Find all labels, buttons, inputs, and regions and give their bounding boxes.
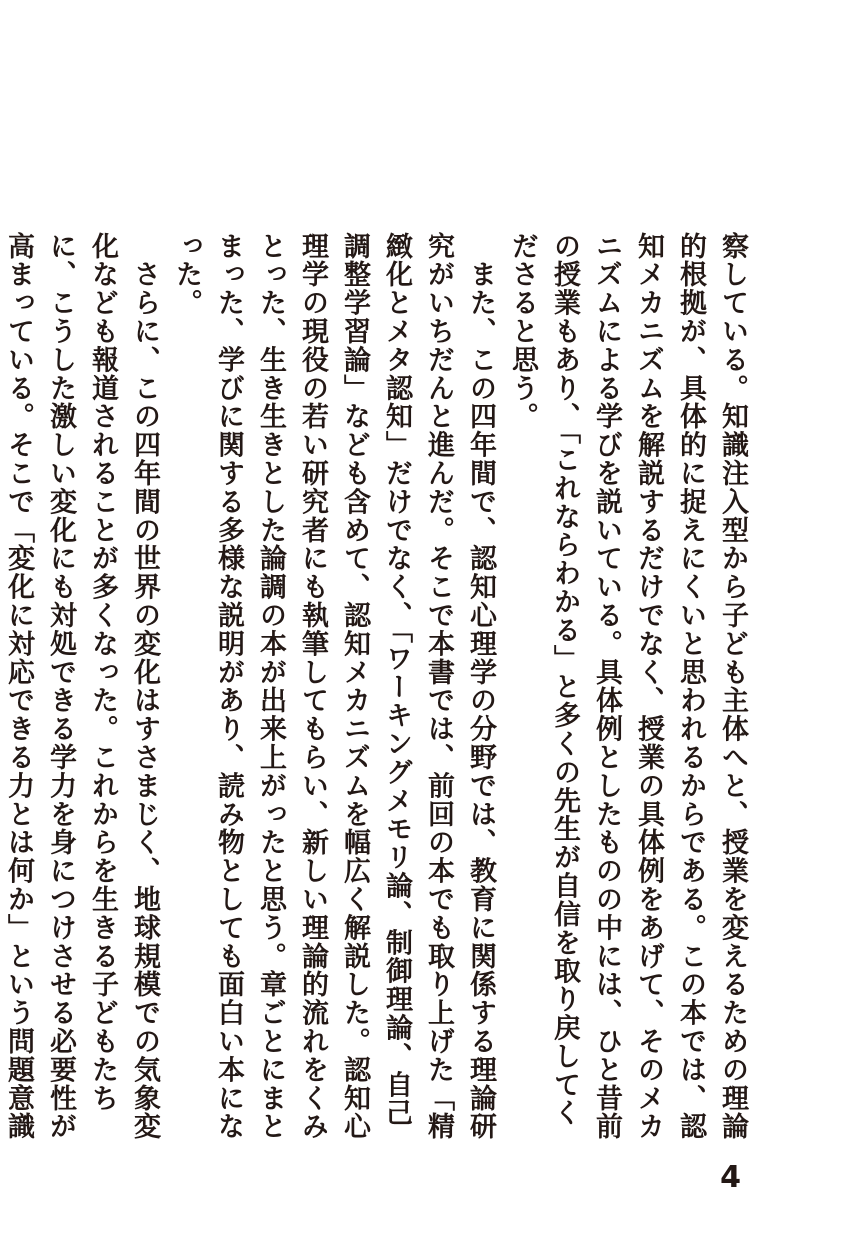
paragraph-1: 察している。知識注入型から子ども主体へと、授業を変えるための理論的根拠が、具体的に捉えにくいと思われるからである。この本では、認知メカニズムを解説するだけでなく、授業の具体例をあげて、そのメカニズムによる学びを説いている。具体例としたものの中には、ひと昔前の授業もあり、「これならわかる」と多くの先生が自信を取り戻してくださると思う。: [507, 232, 748, 1141]
vertical-text-body: [3, 232, 753, 1142]
paragraph-3: さらに、この四年間の世界の変化はすさまじく、地球規模での気象変化なども報道されることが多くなった。これからを生きる子どもたちに、こうした激しい変化にも対処できる学力を身につけさせる必要性が高まっている。そこで「変化に対応できる力とは何か」という問題意識: [3, 232, 160, 1141]
page-number: 4: [720, 1160, 741, 1195]
paragraph-2: また、この四年間で、認知心理学の分野では、教育に関係する理論研究がいちだんと進んだ。そこで本書では、前回の本でも取り上げた「精緻化とメタ認知」だけでなく、「ワーキングメモリ論、制御理論、自己調整学習論」なども含めて、認知メカニズムを幅広く解説した。認知心理学の現役の若い研究者にも執筆してもらい、新しい理論的流れをくみとった、生き生きとした論調の本が出来上がったと思う。章ごとにまとまった、学びに関する多様な説明があり、読み物としても面白い本になった。: [171, 232, 496, 1141]
